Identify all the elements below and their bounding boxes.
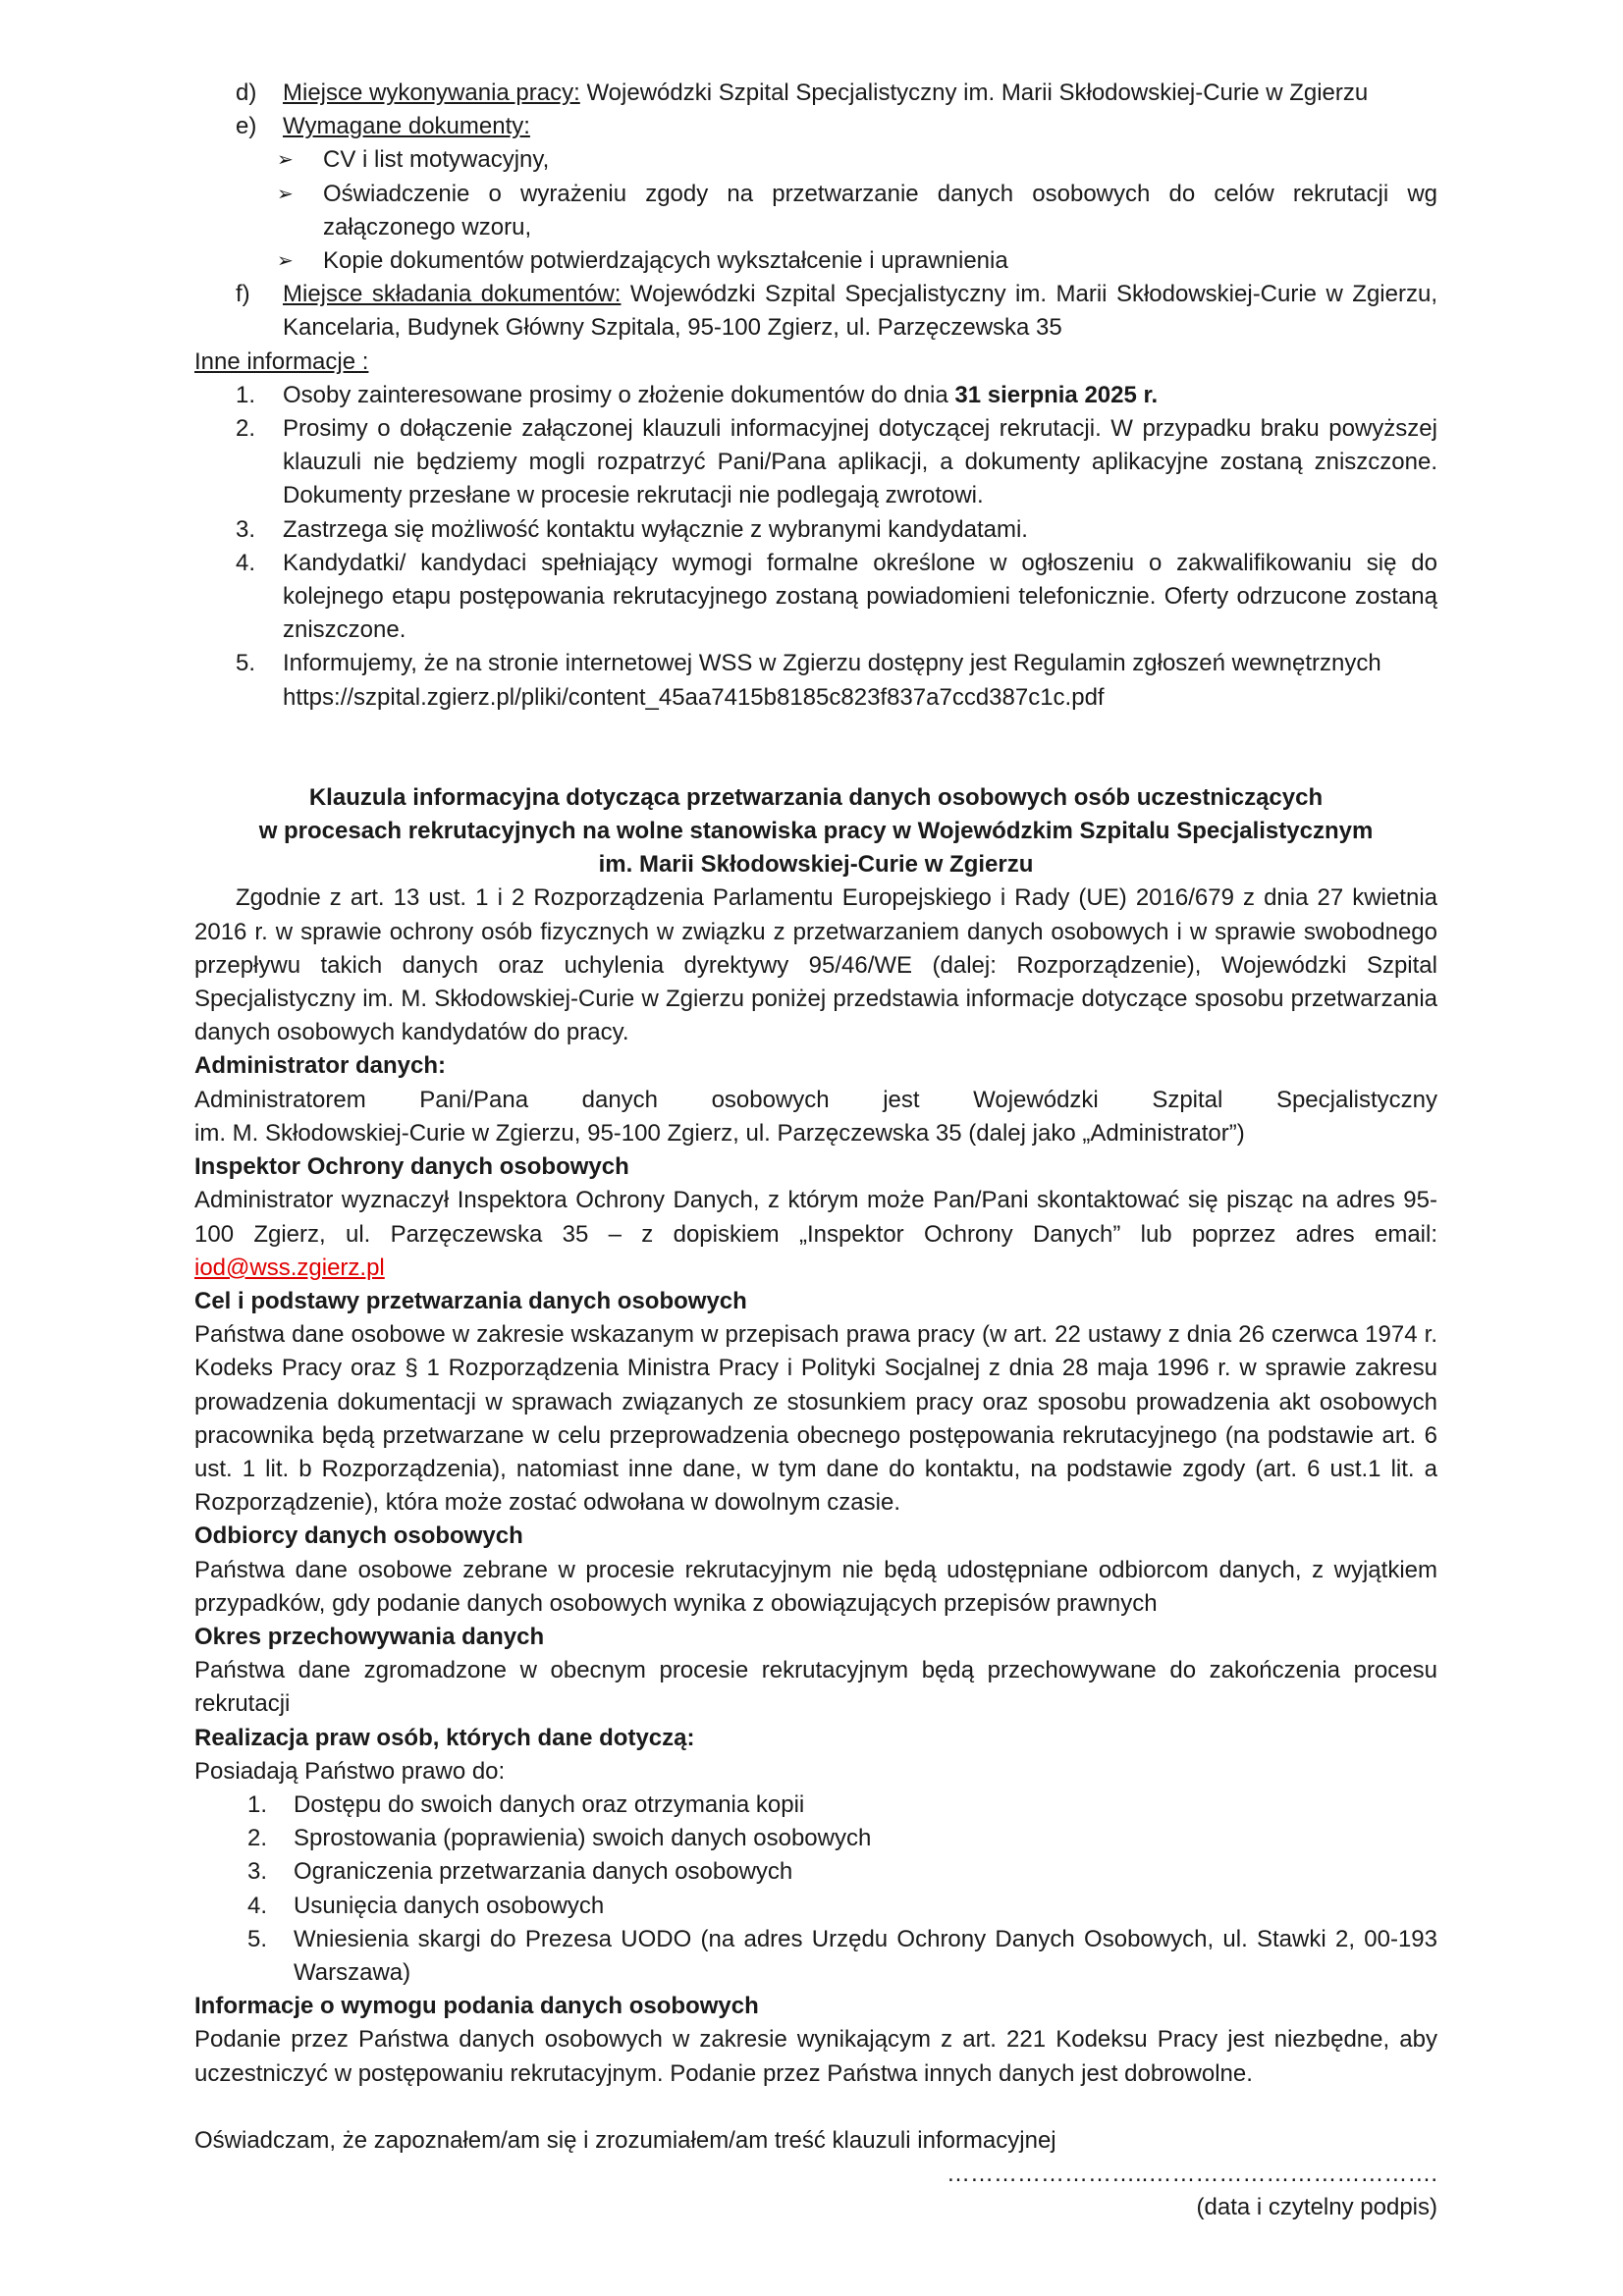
prawa-item xyxy=(194,1822,1437,1855)
section-spacer xyxy=(194,715,1437,781)
oswiadczenie-text: Oświadczam, że zapoznałem/am się i zrozumiałem/am treść klauzuli informacyjnej xyxy=(194,2126,1056,2154)
inne-item xyxy=(194,547,1437,648)
item-f-text: Wojewódzki Szpital Specjalistyczny im. Marii Skłodowskiej-Curie w Zgierzu, Kancelaria, Budynek Główny Szpitala, 95-100 Zgierz, ul. Parzęczewska 35 xyxy=(283,281,1437,342)
wymog-heading: Informacje o wymogu podania danych osobowych xyxy=(194,1993,759,2020)
admin-line1: Administratorem Pani/Pana danych osobowych jest Wojewódzki Szpital Specjalistyczny xyxy=(194,1086,1437,1113)
inne-item-text: Kandydatki/ kandydaci spełniający wymogi formalne określone w ogłoszeniu o zakwalifikowaniu się do kolejnego etapu postępowania rekrutacyjnego zostaną powiadomieni telefonicznie. Oferty odrzucone zostaną zniszczone. xyxy=(283,549,1437,644)
prawa-item-number: 4. xyxy=(247,1892,268,1919)
klauzula-title-line1: Klauzula informacyjna dotycząca przetwarzania danych osobowych osób uczestniczących xyxy=(308,783,1324,811)
inne-item-number: 1. xyxy=(236,381,256,408)
prawa-item xyxy=(194,1855,1437,1889)
item-d-text: Wojewódzki Szpital Specjalistyczny im. Marii Skłodowskiej-Curie w Zgierzu xyxy=(579,80,1369,106)
signature-dots: ……………………..………………………………. xyxy=(946,2160,1437,2187)
prawa-item-text: Usunięcia danych osobowych xyxy=(294,1892,605,1919)
inne-item xyxy=(194,647,1437,714)
item-d-marker: d) xyxy=(236,80,257,106)
prawa-item-text: Wniesienia skargi do Prezesa UODO (na adres Urzędu Ochrony Danych Osobowych, ul. Stawki 2, 00-193 Warszawa) xyxy=(294,1925,1437,1986)
iod-text: Administrator wyznaczył Inspektora Ochrony Danych, z którym może Pan/Pani skontaktować się pisząc na adres 95-100 Zgierz, ul. Parzęczewska 35 – z dopiskiem „Inspektor Ochrony Danych” lub poprzez adres email: xyxy=(194,1187,1437,1248)
doc-bullet-item xyxy=(194,244,1437,278)
section-spacer xyxy=(194,2091,1437,2124)
prawa-item-text: Sprostowania (poprawienia) swoich danych osobowych xyxy=(294,1825,872,1852)
arrow-bullet-icon: ➢ xyxy=(277,250,294,273)
document-page xyxy=(194,77,1437,2224)
item-f xyxy=(194,278,1437,345)
inne-item xyxy=(194,379,1437,412)
inne-item-text: Informujemy, że na stronie internetowej WSS w Zgierzu dostępny jest Regulamin zgłoszeń wewnętrznych https://szpital.zgierz.pl/pliki/content_45aa7415b8185c823f837a7ccd387c1c.pdf xyxy=(283,650,1381,711)
item-f-marker: f) xyxy=(236,281,250,308)
inne-item xyxy=(194,513,1437,547)
doc-bullet-item xyxy=(194,178,1437,244)
doc-bullet-text: CV i list motywacyjny, xyxy=(323,146,550,174)
inne-item-number: 4. xyxy=(236,549,256,576)
prawa-item-number: 1. xyxy=(247,1790,268,1818)
okres-text: Państwa dane zgromadzone w obecnym procesie rekrutacyjnym będą przechowywane do zakończenia procesu rekrutacji xyxy=(194,1657,1437,1718)
inne-item-text: Osoby zainteresowane prosimy o złożenie dokumentów do dnia xyxy=(283,381,955,408)
klauzula-title-line3: im. Marii Skłodowskiej-Curie w Zgierzu xyxy=(598,851,1034,879)
signature-caption: (data i czytelny podpis) xyxy=(1196,2194,1437,2221)
inne-item xyxy=(194,412,1437,513)
prawa-item-text: Dostępu do swoich danych oraz otrzymania kopii xyxy=(294,1790,805,1818)
wymog-text: Podanie przez Państwa danych osobowych w zakresie wynikającym z art. 221 Kodeksu Pracy jest niezbędne, aby uczestniczyć w postępowaniu rekrutacyjnym. Podanie przez Państwa innych danych jest dobrowolne. xyxy=(194,2026,1437,2087)
admin-line2: im. M. Skłodowskiej-Curie w Zgierzu, 95-100 Zgierz, ul. Parzęczewska 35 (dalej jako „Administrator”) xyxy=(194,1119,1245,1147)
prawa-item xyxy=(194,1789,1437,1822)
prawa-intro: Posiadają Państwo prawo do: xyxy=(194,1757,506,1785)
prawa-item-number: 5. xyxy=(247,1925,268,1952)
doc-bullet-text: Oświadczenie o wyrażeniu zgody na przetwarzanie danych osobowych do celów rekrutacji wg załączonego wzoru, xyxy=(323,180,1437,240)
odbiorcy-text: Państwa dane osobowe zebrane w procesie rekrutacyjnym nie będą udostępniane odbiorcom danych, z wyjątkiem przypadków, gdy podanie danych osobowych wynika z obowiązujących przepisów prawnych xyxy=(194,1556,1437,1617)
arrow-bullet-icon: ➢ xyxy=(277,149,294,172)
inne-item-number: 2. xyxy=(236,415,256,443)
prawa-item-number: 2. xyxy=(247,1825,268,1852)
iod-email-link[interactable]: iod@wss.zgierz.pl xyxy=(194,1254,385,1281)
item-e-marker: e) xyxy=(236,113,257,140)
cel-heading: Cel i podstawy przetwarzania danych osobowych xyxy=(194,1287,747,1314)
item-e xyxy=(194,110,1437,143)
item-f-label: Miejsce składania dokumentów: xyxy=(283,281,622,308)
item-d-label: Miejsce wykonywania pracy: xyxy=(283,80,580,106)
klauzula-intro: Zgodnie z art. 13 ust. 1 i 2 Rozporządzenia Parlamentu Europejskiego i Rady (UE) 2016/679 z dnia 27 kwietnia 2016 r. w sprawie ochrony osób fizycznych w związku z przetwarzaniem danych osobowych i w sprawie swobodnego przepływu takich danych oraz uchylenia dyrektywy 95/46/WE (dalej: Rozporządzenie), Wojewódzki Szpital Specjalistyczny im. M. Skłodowskiej-Curie w Zgierzu poniżej przedstawia informacje dotyczące sposobu przetwarzania danych osobowych kandydatów do pracy. xyxy=(194,884,1437,1046)
prawa-item xyxy=(194,1890,1437,1923)
inne-item-number: 5. xyxy=(236,650,256,677)
prawa-item xyxy=(194,1923,1437,1990)
prawa-item-text: Ograniczenia przetwarzania danych osobowych xyxy=(294,1858,793,1886)
iod-heading: Inspektor Ochrony danych osobowych xyxy=(194,1153,629,1181)
item-d xyxy=(194,77,1437,110)
prawa-heading: Realizacja praw osób, których dane dotyczą: xyxy=(194,1724,695,1751)
klauzula-title-line2: w procesach rekrutacyjnych na wolne stanowiska pracy w Wojewódzkim Szpitalu Specjalistycznym xyxy=(258,818,1374,845)
inne-item-text: Zastrzega się możliwość kontaktu wyłącznie z wybranymi kandydatami. xyxy=(283,515,1028,543)
inne-item-number: 3. xyxy=(236,515,256,543)
item-e-label: Wymagane dokumenty: xyxy=(283,113,530,140)
cel-text: Państwa dane osobowe w zakresie wskazanym w przepisach prawa pracy (w art. 22 ustawy z dnia 26 czerwca 1974 r. Kodeks Pracy oraz § 1 Rozporządzenia Ministra Pracy i Polityki Socjalnej z dnia 28 maja 1996 r. w sprawie zakresu prowadzenia dokumentacji w sprawach związanych ze stosunkiem pracy oraz sposobu prowadzenia akt osobowych pracownika będą przetwarzane w celu przeprowadzenia obecnego postępowania rekrutacyjnego (na podstawie art. 6 ust. 1 lit. b Rozporządzenia), natomiast inne dane, w tym dane do kontaktu, na podstawie zgody (art. 6 ust.1 lit. a Rozporządzenie), która może zostać odwołana w dowolnym czasie. xyxy=(194,1321,1437,1517)
inne-heading: Inne informacje : xyxy=(194,347,369,375)
doc-bullet-item xyxy=(194,143,1437,177)
prawa-item-number: 3. xyxy=(247,1858,268,1886)
deadline-date: 31 sierpnia 2025 r. xyxy=(954,381,1159,408)
doc-bullet-text: Kopie dokumentów potwierdzających wykształcenie i uprawnienia xyxy=(323,247,1008,275)
admin-heading: Administrator danych: xyxy=(194,1052,447,1080)
odbiorcy-heading: Odbiorcy danych osobowych xyxy=(194,1522,523,1550)
arrow-bullet-icon: ➢ xyxy=(277,183,294,205)
inne-item-text: Prosimy o dołączenie załączonej klauzuli informacyjnej dotyczącej rekrutacji. W przypadku braku powyższej klauzuli nie będziemy mogli rozpatrzyć Pani/Pana aplikacji, a dokumenty aplikacyjne zostaną zniszczone. Dokumenty przesłane w procesie rekrutacji nie podlegają zwrotowi. xyxy=(283,415,1437,509)
okres-heading: Okres przechowywania danych xyxy=(194,1623,545,1650)
